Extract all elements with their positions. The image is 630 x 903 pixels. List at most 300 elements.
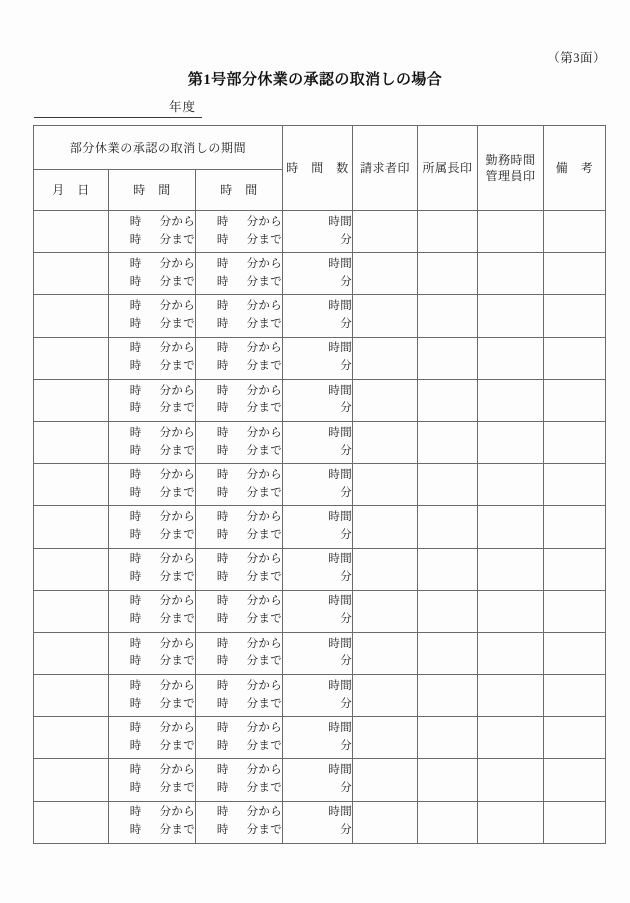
cell-hours-count[interactable]	[283, 717, 353, 759]
cell-time-to-hour-unit: 時	[216, 360, 229, 373]
cell-time-to-minute-unit: 分から	[246, 806, 283, 819]
cell-time-to-hour-unit: 時	[216, 553, 229, 566]
cell-supervisor-seal[interactable]	[418, 548, 478, 590]
cell-hours-count[interactable]	[283, 379, 353, 421]
cell-time-from-line1	[130, 509, 195, 527]
cell-time-to-minute-unit: 分から	[246, 764, 283, 777]
cell-hours-count[interactable]	[283, 548, 353, 590]
cell-time-to[interactable]	[196, 295, 283, 337]
cell-hours-count-line1: 時間	[328, 764, 353, 777]
cell-time-from-minute-unit: 分から	[159, 637, 195, 650]
cell-time-to-hour-unit: 時	[216, 722, 229, 735]
cell-timekeeper-seal[interactable]	[478, 337, 544, 379]
cell-hours-count[interactable]	[283, 801, 353, 843]
cell-timekeeper-seal[interactable]	[478, 295, 544, 337]
cell-time-from-line1	[130, 678, 195, 696]
cell-time-to-hour-unit: 時	[216, 806, 229, 819]
cell-month-day[interactable]	[34, 421, 109, 463]
cell-time-to-hour-unit: 時	[216, 384, 229, 397]
cell-hours-count[interactable]	[283, 675, 353, 717]
cell-remarks[interactable]	[544, 337, 606, 379]
cell-time-from-lines	[109, 551, 195, 587]
cell-time-from[interactable]	[109, 675, 196, 717]
cell-time-from[interactable]	[109, 421, 196, 463]
cell-time-to-line2	[217, 232, 282, 250]
cell-hours-count[interactable]	[283, 295, 353, 337]
cell-time-to-lines	[196, 551, 282, 587]
cell-hours-count-line2: 分	[340, 571, 353, 584]
cell-time-from-hour-unit: 時	[129, 257, 142, 270]
cell-time-to-minute-unit: 分から	[246, 426, 283, 439]
cell-time-from-lines	[109, 425, 195, 461]
cell-month-day[interactable]	[34, 590, 109, 632]
cell-time-from-lines	[109, 256, 195, 292]
cell-time-to-minute-unit: 分まで	[246, 613, 283, 626]
cell-remarks[interactable]	[544, 379, 606, 421]
cell-hours-count-line1: 時間	[328, 595, 353, 608]
table-row	[34, 632, 606, 674]
cell-remarks[interactable]	[544, 421, 606, 463]
header-supervisor-seal: 所属長印	[418, 126, 478, 211]
cell-time-from-line2	[130, 696, 195, 714]
cell-time-to-line1	[217, 256, 282, 274]
cell-remarks[interactable]	[544, 717, 606, 759]
cell-hours-count[interactable]	[283, 632, 353, 674]
cell-time-from-minute-unit: 分から	[159, 468, 195, 481]
cell-remarks[interactable]	[544, 801, 606, 843]
cell-claimant-seal[interactable]	[353, 379, 418, 421]
cell-time-from-hour-unit: 時	[129, 426, 142, 439]
cell-time-from[interactable]	[109, 801, 196, 843]
cell-time-to-hour-unit: 時	[216, 300, 229, 313]
cell-time-to[interactable]	[196, 253, 283, 295]
cell-month-day[interactable]	[34, 801, 109, 843]
cell-claimant-seal[interactable]	[353, 759, 418, 801]
cell-hours-count[interactable]	[283, 337, 353, 379]
cell-time-from-line2	[130, 611, 195, 629]
cell-time-to-minute-unit: 分まで	[246, 275, 283, 288]
cell-hours-count[interactable]	[283, 211, 353, 253]
cell-month-day[interactable]	[34, 675, 109, 717]
cell-time-to-line1	[217, 593, 282, 611]
cell-time-from-minute-unit: 分まで	[159, 317, 195, 330]
cell-timekeeper-seal[interactable]	[478, 632, 544, 674]
cell-time-from-hour-unit: 時	[129, 317, 142, 330]
fiscal-year-field[interactable]	[34, 98, 202, 118]
cell-claimant-seal[interactable]	[353, 675, 418, 717]
cell-claimant-seal[interactable]	[353, 548, 418, 590]
cell-month-day[interactable]	[34, 464, 109, 506]
cell-month-day[interactable]	[34, 295, 109, 337]
cell-supervisor-seal[interactable]	[418, 211, 478, 253]
cell-time-from[interactable]	[109, 506, 196, 548]
cell-time-to-minute-unit: 分まで	[246, 486, 283, 499]
cell-hours-count-lines	[283, 383, 352, 419]
cell-month-day[interactable]	[34, 253, 109, 295]
cell-time-to-line2	[217, 400, 282, 418]
cell-time-from-minute-unit: 分から	[159, 511, 195, 524]
cell-time-from-minute-unit: 分から	[159, 806, 195, 819]
cell-hours-count-line2: 分	[340, 317, 353, 330]
table-row	[34, 211, 606, 253]
cell-time-to-hour-unit: 時	[216, 257, 229, 270]
cell-time-from-hour-unit: 時	[129, 595, 142, 608]
cell-time-from-minute-unit: 分から	[159, 595, 195, 608]
cell-month-day[interactable]	[34, 717, 109, 759]
cell-time-to-minute-unit: 分まで	[246, 402, 283, 415]
cell-time-from-minute-unit: 分まで	[159, 697, 195, 710]
cell-hours-count-line2: 分	[340, 444, 353, 457]
cell-hours-count-line2: 分	[340, 233, 353, 246]
cell-timekeeper-seal[interactable]	[478, 548, 544, 590]
cell-time-to-minute-unit: 分まで	[246, 528, 283, 541]
cell-claimant-seal[interactable]	[353, 464, 418, 506]
cell-time-from-hour-unit: 時	[129, 697, 142, 710]
cell-time-to-line2	[217, 358, 282, 376]
cell-time-to-hour-unit: 時	[216, 444, 229, 457]
cell-time-to-minute-unit: 分から	[246, 468, 283, 481]
cell-time-from-line1	[130, 256, 195, 274]
cell-time-from-lines	[109, 678, 195, 714]
cell-time-to-line1	[217, 720, 282, 738]
cell-time-to[interactable]	[196, 337, 283, 379]
cell-time-from-lines	[109, 340, 195, 376]
cell-hours-count-line2: 分	[340, 275, 353, 288]
table-row	[34, 337, 606, 379]
cell-hours-count-lines	[283, 804, 352, 840]
cell-time-from-line2	[130, 780, 195, 798]
cell-time-from-line2	[130, 358, 195, 376]
cell-time-from-hour-unit: 時	[129, 402, 142, 415]
cell-time-to-hour-unit: 時	[216, 468, 229, 481]
cell-timekeeper-seal[interactable]	[478, 801, 544, 843]
cell-time-to-lines	[196, 298, 282, 334]
cell-timekeeper-seal[interactable]	[478, 253, 544, 295]
cell-time-from-lines	[109, 509, 195, 545]
cell-time-from-hour-unit: 時	[129, 571, 142, 584]
cell-time-to-hour-unit: 時	[216, 215, 229, 228]
cell-hours-count-line2: 分	[340, 360, 353, 373]
cell-supervisor-seal[interactable]	[418, 759, 478, 801]
cell-time-from-hour-unit: 時	[129, 528, 142, 541]
cell-time-from-line2	[130, 316, 195, 334]
cell-hours-count-lines	[283, 636, 352, 672]
cell-hours-count[interactable]	[283, 464, 353, 506]
cell-hours-count-line2: 分	[340, 655, 353, 668]
cell-timekeeper-seal[interactable]	[478, 464, 544, 506]
cell-time-from-lines	[109, 214, 195, 250]
cell-time-from-line1	[130, 383, 195, 401]
cell-time-from-line1	[130, 636, 195, 654]
table-row	[34, 506, 606, 548]
cell-time-to-line1	[217, 425, 282, 443]
cell-time-from-lines	[109, 804, 195, 840]
cell-supervisor-seal[interactable]	[418, 675, 478, 717]
cell-time-to-line1	[217, 551, 282, 569]
cell-time-from-line2	[130, 232, 195, 250]
cell-time-from[interactable]	[109, 717, 196, 759]
cell-hours-count-lines	[283, 214, 352, 250]
cell-time-to-line1	[217, 762, 282, 780]
cell-time-to-hour-unit: 時	[216, 511, 229, 524]
cell-time-to-lines	[196, 256, 282, 292]
cell-hours-count-line2: 分	[340, 824, 353, 837]
cell-time-to-hour-unit: 時	[216, 233, 229, 246]
cell-time-to-line2	[217, 696, 282, 714]
cell-time-from-lines	[109, 762, 195, 798]
cell-hours-count-line1: 時間	[328, 511, 353, 524]
cell-time-to-hour-unit: 時	[216, 764, 229, 777]
cell-time-to[interactable]	[196, 759, 283, 801]
cell-time-to-line2	[217, 485, 282, 503]
cell-claimant-seal[interactable]	[353, 717, 418, 759]
table-row	[34, 295, 606, 337]
cell-time-from-line2	[130, 653, 195, 671]
cell-time-from-minute-unit: 分まで	[159, 782, 195, 795]
cell-supervisor-seal[interactable]	[418, 464, 478, 506]
cell-supervisor-seal[interactable]	[418, 295, 478, 337]
cell-time-to-minute-unit: 分から	[246, 637, 283, 650]
cell-time-to-minute-unit: 分まで	[246, 782, 283, 795]
cell-time-to[interactable]	[196, 717, 283, 759]
cell-claimant-seal[interactable]	[353, 632, 418, 674]
cell-timekeeper-seal[interactable]	[478, 759, 544, 801]
cell-time-from-hour-unit: 時	[129, 722, 142, 735]
cell-time-to-lines	[196, 509, 282, 545]
cell-month-day[interactable]	[34, 548, 109, 590]
cell-time-to[interactable]	[196, 211, 283, 253]
cell-month-day[interactable]	[34, 337, 109, 379]
cell-claimant-seal[interactable]	[353, 337, 418, 379]
cell-claimant-seal[interactable]	[353, 211, 418, 253]
cell-time-to-hour-unit: 時	[216, 595, 229, 608]
table-row	[34, 717, 606, 759]
cell-time-from[interactable]	[109, 295, 196, 337]
cell-remarks[interactable]	[544, 506, 606, 548]
cell-remarks[interactable]	[544, 295, 606, 337]
cell-timekeeper-seal[interactable]	[478, 590, 544, 632]
cell-time-from-hour-unit: 時	[129, 342, 142, 355]
cell-time-from[interactable]	[109, 590, 196, 632]
cell-hours-count[interactable]	[283, 590, 353, 632]
cell-supervisor-seal[interactable]	[418, 632, 478, 674]
cell-remarks[interactable]	[544, 759, 606, 801]
cell-timekeeper-seal[interactable]	[478, 717, 544, 759]
cell-month-day[interactable]	[34, 379, 109, 421]
cell-time-to-minute-unit: 分まで	[246, 739, 283, 752]
cell-month-day[interactable]	[34, 211, 109, 253]
cell-hours-count-lines	[283, 593, 352, 629]
header-hours-count: 時 間 数	[283, 126, 353, 211]
cell-supervisor-seal[interactable]	[418, 337, 478, 379]
cell-time-from-minute-unit: 分まで	[159, 824, 195, 837]
cell-time-from-lines	[109, 720, 195, 756]
cell-time-from-hour-unit: 時	[129, 824, 142, 837]
cell-time-to-hour-unit: 時	[216, 824, 229, 837]
cell-time-to-line1	[217, 467, 282, 485]
cell-remarks[interactable]	[544, 253, 606, 295]
cell-time-from-minute-unit: 分まで	[159, 613, 195, 626]
cell-time-from[interactable]	[109, 548, 196, 590]
cell-time-to[interactable]	[196, 675, 283, 717]
cell-supervisor-seal[interactable]	[418, 717, 478, 759]
cell-time-from-lines	[109, 593, 195, 629]
cell-hours-count[interactable]	[283, 759, 353, 801]
cell-remarks[interactable]	[544, 211, 606, 253]
cell-supervisor-seal[interactable]	[418, 801, 478, 843]
cell-time-to[interactable]	[196, 464, 283, 506]
header-period-group: 部分休業の承認の取消しの期間	[34, 126, 283, 170]
cell-time-to-line2	[217, 316, 282, 334]
cell-claimant-seal[interactable]	[353, 801, 418, 843]
table-row	[34, 253, 606, 295]
cell-month-day[interactable]	[34, 632, 109, 674]
cell-time-to-minute-unit: 分から	[246, 722, 283, 735]
cell-time-to-lines	[196, 425, 282, 461]
cell-time-to[interactable]	[196, 421, 283, 463]
cell-time-to-line2	[217, 653, 282, 671]
cell-time-from[interactable]	[109, 632, 196, 674]
cell-timekeeper-seal[interactable]	[478, 506, 544, 548]
cell-time-from-line1	[130, 214, 195, 232]
cell-time-to[interactable]	[196, 632, 283, 674]
cell-time-from-minute-unit: 分まで	[159, 275, 195, 288]
cell-time-to[interactable]	[196, 801, 283, 843]
cell-hours-count-lines	[283, 678, 352, 714]
cell-time-from-line2	[130, 400, 195, 418]
table-row	[34, 801, 606, 843]
cell-time-to-hour-unit: 時	[216, 402, 229, 415]
cell-time-to-minute-unit: 分から	[246, 215, 283, 228]
cell-time-to-minute-unit: 分まで	[246, 360, 283, 373]
cell-hours-count-line2: 分	[340, 697, 353, 710]
cell-time-from-minute-unit: 分まで	[159, 739, 195, 752]
cell-time-from-hour-unit: 時	[129, 233, 142, 246]
cell-timekeeper-seal[interactable]	[478, 211, 544, 253]
cell-time-from-lines	[109, 298, 195, 334]
cell-time-to-lines	[196, 720, 282, 756]
cell-claimant-seal[interactable]	[353, 590, 418, 632]
cell-time-from-line2	[130, 822, 195, 840]
cell-hours-count-line1: 時間	[328, 257, 353, 270]
cell-time-to-line2	[217, 738, 282, 756]
cell-time-from[interactable]	[109, 337, 196, 379]
cell-time-from-hour-unit: 時	[129, 782, 142, 795]
cell-time-to-lines	[196, 214, 282, 250]
cell-claimant-seal[interactable]	[353, 253, 418, 295]
cell-time-from-minute-unit: 分から	[159, 426, 195, 439]
cell-time-to-minute-unit: 分から	[246, 300, 283, 313]
cell-remarks[interactable]	[544, 632, 606, 674]
cell-hours-count-line2: 分	[340, 782, 353, 795]
fiscal-year-label: 年度	[168, 100, 196, 114]
cell-timekeeper-seal[interactable]	[478, 675, 544, 717]
header-timekeeper-seal	[478, 126, 544, 211]
cell-month-day[interactable]	[34, 759, 109, 801]
cell-supervisor-seal[interactable]	[418, 253, 478, 295]
cell-time-to-line1	[217, 804, 282, 822]
cell-time-from-minute-unit: 分まで	[159, 444, 195, 457]
cell-time-from-minute-unit: 分から	[159, 553, 195, 566]
cell-hours-count-line1: 時間	[328, 553, 353, 566]
table-header	[34, 126, 606, 211]
cell-hours-count-line2: 分	[340, 528, 353, 541]
cell-time-from-lines	[109, 636, 195, 672]
cell-hours-count-lines	[283, 762, 352, 798]
cell-hours-count[interactable]	[283, 421, 353, 463]
cell-time-to-minute-unit: 分から	[246, 553, 283, 566]
cell-remarks[interactable]	[544, 590, 606, 632]
cell-time-to-minute-unit: 分まで	[246, 444, 283, 457]
cell-time-to-lines	[196, 636, 282, 672]
cell-time-from-minute-unit: 分まで	[159, 655, 195, 668]
cell-time-to[interactable]	[196, 590, 283, 632]
cell-time-from-hour-unit: 時	[129, 553, 142, 566]
cell-time-from-lines	[109, 467, 195, 503]
cell-time-from[interactable]	[109, 379, 196, 421]
cell-hours-count-line1: 時間	[328, 806, 353, 819]
cell-time-from[interactable]	[109, 759, 196, 801]
cell-hours-count-line2: 分	[340, 402, 353, 415]
cell-supervisor-seal[interactable]	[418, 506, 478, 548]
cell-time-to[interactable]	[196, 548, 283, 590]
cell-time-to-line2	[217, 443, 282, 461]
cell-time-to-minute-unit: 分から	[246, 679, 283, 692]
cell-time-from-hour-unit: 時	[129, 613, 142, 626]
header-time-to: 時 間	[196, 170, 283, 211]
cell-time-to[interactable]	[196, 379, 283, 421]
cell-time-from-minute-unit: 分まで	[159, 402, 195, 415]
cell-hours-count-lines	[283, 509, 352, 545]
cell-time-to[interactable]	[196, 506, 283, 548]
cell-time-from-line1	[130, 298, 195, 316]
cell-hours-count-lines	[283, 467, 352, 503]
cell-time-from-minute-unit: 分まで	[159, 360, 195, 373]
header-timekeeper-seal-line2: 管理員印	[485, 169, 536, 183]
cell-hours-count-line1: 時間	[328, 300, 353, 313]
cell-time-from-minute-unit: 分から	[159, 300, 195, 313]
cell-claimant-seal[interactable]	[353, 295, 418, 337]
cell-time-from[interactable]	[109, 464, 196, 506]
cell-time-to-minute-unit: 分まで	[246, 697, 283, 710]
cell-supervisor-seal[interactable]	[418, 590, 478, 632]
cell-time-to-hour-unit: 時	[216, 613, 229, 626]
cell-supervisor-seal[interactable]	[418, 421, 478, 463]
cell-supervisor-seal[interactable]	[418, 379, 478, 421]
cell-timekeeper-seal[interactable]	[478, 379, 544, 421]
cell-hours-count[interactable]	[283, 506, 353, 548]
table-row	[34, 548, 606, 590]
cell-hours-count[interactable]	[283, 253, 353, 295]
cell-hours-count-line2: 分	[340, 613, 353, 626]
cell-time-to-hour-unit: 時	[216, 275, 229, 288]
cell-time-from-hour-unit: 時	[129, 764, 142, 777]
cell-remarks[interactable]	[544, 464, 606, 506]
cell-time-from-hour-unit: 時	[129, 300, 142, 313]
cell-timekeeper-seal[interactable]	[478, 421, 544, 463]
cell-hours-count-lines	[283, 425, 352, 461]
cell-claimant-seal[interactable]	[353, 506, 418, 548]
cell-time-from[interactable]	[109, 253, 196, 295]
cell-time-from-line1	[130, 340, 195, 358]
cell-time-from[interactable]	[109, 211, 196, 253]
cell-remarks[interactable]	[544, 548, 606, 590]
cell-claimant-seal[interactable]	[353, 421, 418, 463]
cell-remarks[interactable]	[544, 675, 606, 717]
cell-month-day[interactable]	[34, 506, 109, 548]
cell-time-from-line2	[130, 738, 195, 756]
cell-time-from-minute-unit: 分から	[159, 257, 195, 270]
